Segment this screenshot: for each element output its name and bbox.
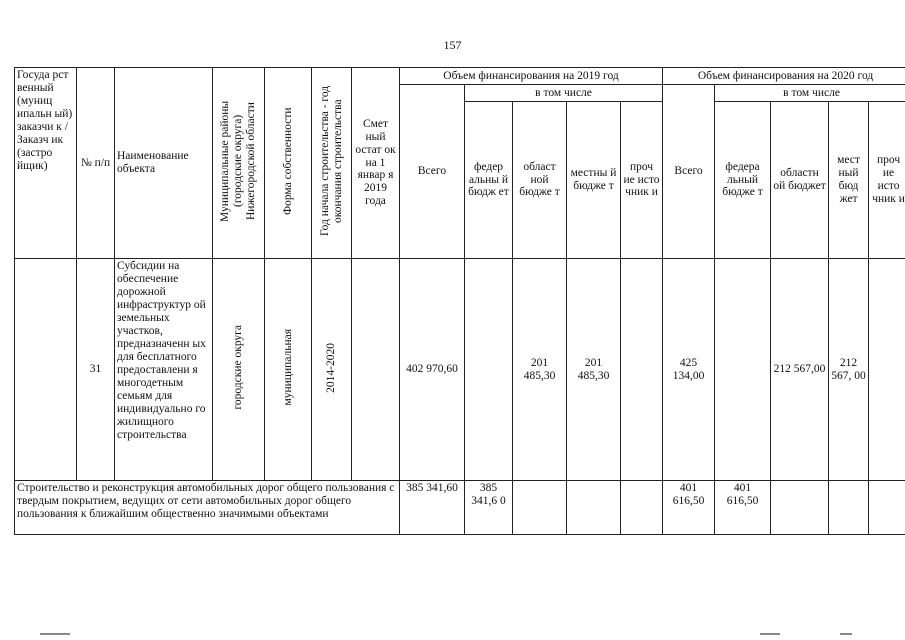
row31-oth-2020 [869, 259, 905, 481]
table-row [15, 481, 905, 535]
header-fin-2020: Объем финансирования на 2020 год [663, 68, 905, 85]
row31-ownership [265, 259, 312, 481]
row31-fed-2020 [715, 259, 771, 481]
header-ownership [265, 68, 312, 259]
page-number: 157 [443, 38, 462, 52]
row31-districts-text: городские округа [232, 325, 244, 410]
section-oth-2020 [869, 481, 905, 535]
header-estimate-balance: Смет ный остат ок на 1 январ я 2019 года [352, 68, 400, 259]
header-incl-2019: в том числе [465, 85, 663, 102]
row31-years-text: 2014-2020 [325, 342, 337, 393]
header-customer: Госуда рст венный (муниц ипальн ый) заказчи к / Заказч ик (застро йщик) [15, 68, 77, 259]
header-districts-text: Муниципальные районы (городские округа) Нижегородской области [219, 100, 257, 222]
header-years [312, 68, 352, 259]
section-total-2019: 385 341,60 [400, 481, 465, 535]
header-loc-2020: мест ный бюд жет [829, 102, 869, 259]
row31-loc-2019: 201 485,30 [567, 259, 621, 481]
section-fed-2019: 385 341,6 0 [465, 481, 513, 535]
section-loc-2019 [567, 481, 621, 535]
scan-edge-marks [0, 630, 905, 640]
header-object-name: Наименование объекта [115, 68, 213, 259]
header-loc-2019: местны й бюдже т [567, 102, 621, 259]
row31-loc-2020: 212 567, 00 [829, 259, 869, 481]
row31-total-2020: 425 134,00 [663, 259, 715, 481]
header-districts [213, 68, 265, 259]
header-fed-2019: федер альны й бюдж ет [465, 102, 513, 259]
section-loc-2020 [829, 481, 869, 535]
section-oth-2019 [621, 481, 663, 535]
section-total-2020: 401 616,50 [663, 481, 715, 535]
header-incl-2020: в том числе [715, 85, 905, 102]
header-number: № п/п [77, 68, 115, 259]
header-oth-2020: проч ие исто чник и [869, 102, 905, 259]
header-fed-2020: федера льный бюдже т [715, 102, 771, 259]
row31-total-2019: 402 970,60 [400, 259, 465, 481]
row31-customer [15, 259, 77, 481]
row31-oth-2019 [621, 259, 663, 481]
table-row [15, 259, 905, 481]
section-reg-2020 [771, 481, 829, 535]
financing-table [14, 67, 905, 535]
header-reg-2019: област ной бюдже т [513, 102, 567, 259]
row31-fed-2019 [465, 259, 513, 481]
header-total-2019: Всего [400, 85, 465, 259]
header-total-2020: Всего [663, 85, 715, 259]
header-ownership-text: Форма собственности [281, 107, 294, 215]
section-fed-2020: 401 616,50 [715, 481, 771, 535]
row31-estimate-balance [352, 259, 400, 481]
row31-years [312, 259, 352, 481]
row31-reg-2020: 212 567,00 [771, 259, 829, 481]
header-fin-2019: Объем финансирования на 2019 год [400, 68, 663, 85]
row31-ownership-text: муниципальная [281, 329, 294, 406]
row31-number: 31 [77, 259, 115, 481]
section-title: Строительство и реконструкция автомобильных дорог общего пользования с твердым покрытием, ведущих от сети автомобильных дорог общего пользования к ближайшим общественно значимыми объектами [15, 481, 400, 535]
section-reg-2019 [513, 481, 567, 535]
row31-object-name: Субсидии на обеспечение дорожной инфраструктур ой земельных участков, предназначенн ых для бесплатного предоставлени я многодетным семьям для индивидуально го жилищного строительства [115, 259, 213, 481]
header-oth-2019: проч ие исто чник и [621, 102, 663, 259]
row31-reg-2019: 201 485,30 [513, 259, 567, 481]
header-years-text: Год начала строительства - год окончания строительства [318, 85, 344, 237]
header-reg-2020: областн ой бюджет [771, 102, 829, 259]
row31-districts [213, 259, 265, 481]
